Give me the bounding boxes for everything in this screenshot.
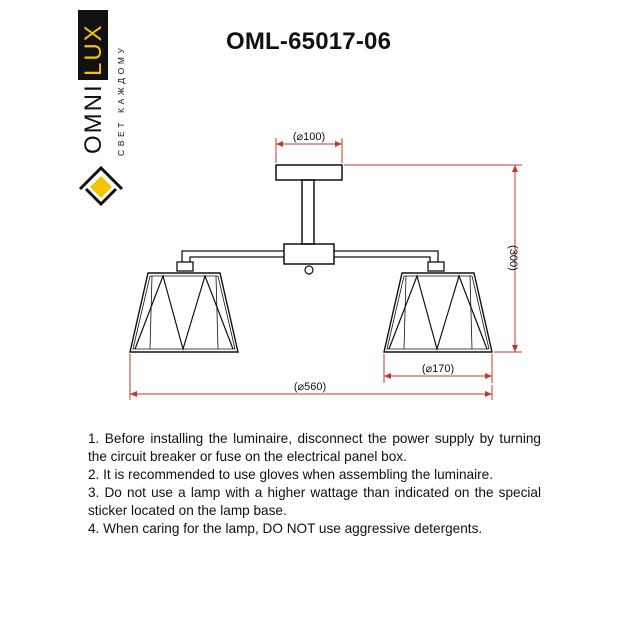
note-1: 1. Before installing the luminaire, disconnect the power supply by turning the circuit breaker or fuse on the electrical panel box. [88,431,541,464]
note-4: 4. When caring for the lamp, DO NOT use aggressive detergents. [88,521,483,536]
total-dimension [130,354,492,400]
shade-diameter-label: (⌀170) [421,363,455,375]
canopy-diameter-label: (⌀100) [292,131,326,143]
note-2: 2. It is recommended to use gloves when assembling the luminaire. [88,467,493,482]
logo-text-omni: OMNI [80,83,107,154]
product-title: OML-65017-06 [226,28,392,55]
stem [302,180,314,244]
center-hub [284,244,334,264]
left-arm [182,251,284,262]
total-diameter-label: (⌀560) [293,381,327,393]
height-label: (300) [507,245,519,271]
right-shade [384,273,492,352]
right-socket [428,262,444,271]
right-arm [334,251,438,262]
left-shade [130,273,238,352]
note-3: 3. Do not use a lamp with a higher wattage than indicated on the special sticker located on the lamp base. [88,485,541,518]
logo-tagline: СВЕТ КАЖДОМУ [116,44,126,156]
logo-text-lux: LUX [80,23,107,76]
height-dimension [344,165,522,352]
canopy [276,165,342,180]
left-socket [177,262,193,271]
hub-finial [305,266,313,274]
installation-notes [88,430,541,538]
